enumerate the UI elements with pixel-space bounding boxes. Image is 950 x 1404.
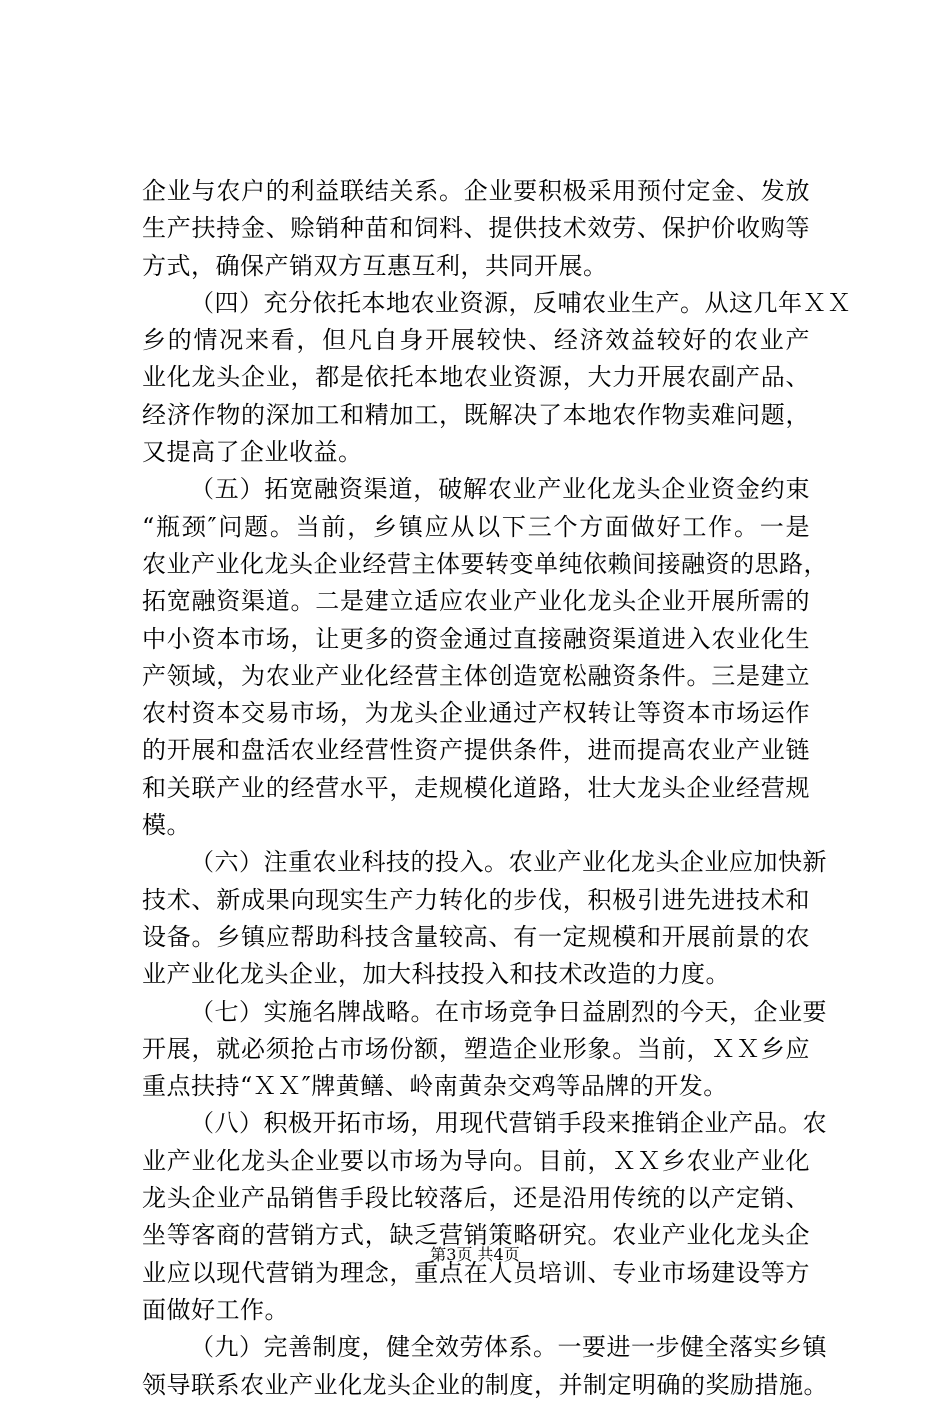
text-line: 经济作物的深加工和精加工，既解决了本地农作物卖难问题， — [142, 400, 810, 429]
text-line: 坐等客商的营销方式，缺乏营销策略研究。农业产业化龙头企 — [142, 1221, 810, 1250]
text-line: 技术、新成果向现实生产力转化的步伐，积极引进先进技术和 — [142, 885, 810, 914]
text-line: 和关联产业的经营水平，走规模化道路，壮大龙头企业经营规 — [142, 773, 810, 802]
text-line: 方式，确保产销双方互惠互利，共同开展。 — [142, 251, 608, 280]
text-line: 业产业化龙头企业要以市场为导向。目前，ＸＸ乡农业产业化 — [142, 1146, 810, 1175]
paragraph-first-line: （八）积极开拓市场，用现代营销手段来推销企业产品。农 — [190, 1109, 827, 1138]
paragraph-first-line: （四）充分依托本地农业资源，反哺农业生产。从这几年ＸＸ — [190, 288, 852, 317]
paragraph-first-line: （九）完善制度，健全效劳体系。一要进一步健全落实乡镇 — [190, 1333, 827, 1362]
text-line: 拓宽融资渠道。二是建立适应农业产业化龙头企业开展所需的 — [142, 587, 810, 616]
text-line: 又提高了企业收益。 — [142, 438, 363, 467]
text-line: 面做好工作。 — [142, 1295, 289, 1324]
text-line: 领导联系农业产业化龙头企业的制度，并制定明确的奖励措施。 — [142, 1370, 828, 1399]
text-line: 乡的情况来看，但凡自身开展较快、经济效益较好的农业产 — [142, 326, 810, 355]
paragraph-first-line: （七）实施名牌战略。在市场竞争日益剧烈的今天，企业要 — [190, 997, 827, 1026]
text-line: 业化龙头企业，都是依托本地农业资源，大力开展农副产品、 — [142, 363, 810, 392]
text-line: 企业与农户的利益联结关系。企业要积极采用预付定金、发放 — [142, 177, 810, 205]
text-line: 设备。乡镇应帮助科技含量较高、有一定规模和开展前景的农 — [142, 922, 810, 951]
text-line: 农业产业化龙头企业经营主体要转变单纯依赖间接融资的思路， — [142, 549, 828, 578]
text-line: 中小资本市场，让更多的资金通过直接融资渠道进入农业化生 — [142, 624, 810, 653]
text-line: 开展，就必须抢占市场份额，塑造企业形象。当前，ＸＸ乡应 — [142, 1034, 810, 1063]
page-footer: 第3页 共4页 — [430, 1245, 520, 1264]
paragraph-first-line: （六）注重农业科技的投入。农业产业化龙头企业应加快新 — [190, 848, 827, 877]
text-line: “瓶颈″问题。当前，乡镇应从以下三个方面做好工作。一是 — [142, 512, 810, 541]
text-line: 农村资本交易市场，为龙头企业通过产权转让等资本市场运作 — [142, 699, 810, 728]
text-line: 的开展和盘活农业经营性资产提供条件，进而提高农业产业链 — [142, 736, 810, 765]
body-text — [142, 173, 852, 1404]
text-line: 重点扶持“ＸＸ″牌黄鳝、岭南黄杂交鸡等品牌的开发。 — [142, 1072, 728, 1101]
text-line: 业应以现代营销为理念，重点在人员培训、专业市场建设等方 — [142, 1258, 810, 1287]
text-line: 龙头企业产品销售手段比较落后，还是沿用传统的以产定销、 — [142, 1184, 810, 1213]
text-line: 产领域，为农业产业化经营主体创造宽松融资条件。三是建立 — [142, 661, 810, 690]
text-line: 模。 — [142, 811, 191, 840]
text-line: 业产业化龙头企业，加大科技投入和技术改造的力度。 — [142, 960, 730, 989]
text-line: 生产扶持金、赊销种苗和饲料、提供技术效劳、保护价收购等 — [142, 214, 810, 243]
paragraph-first-line: （五）拓宽融资渠道，破解农业产业化龙头企业资金约束 — [190, 475, 810, 504]
